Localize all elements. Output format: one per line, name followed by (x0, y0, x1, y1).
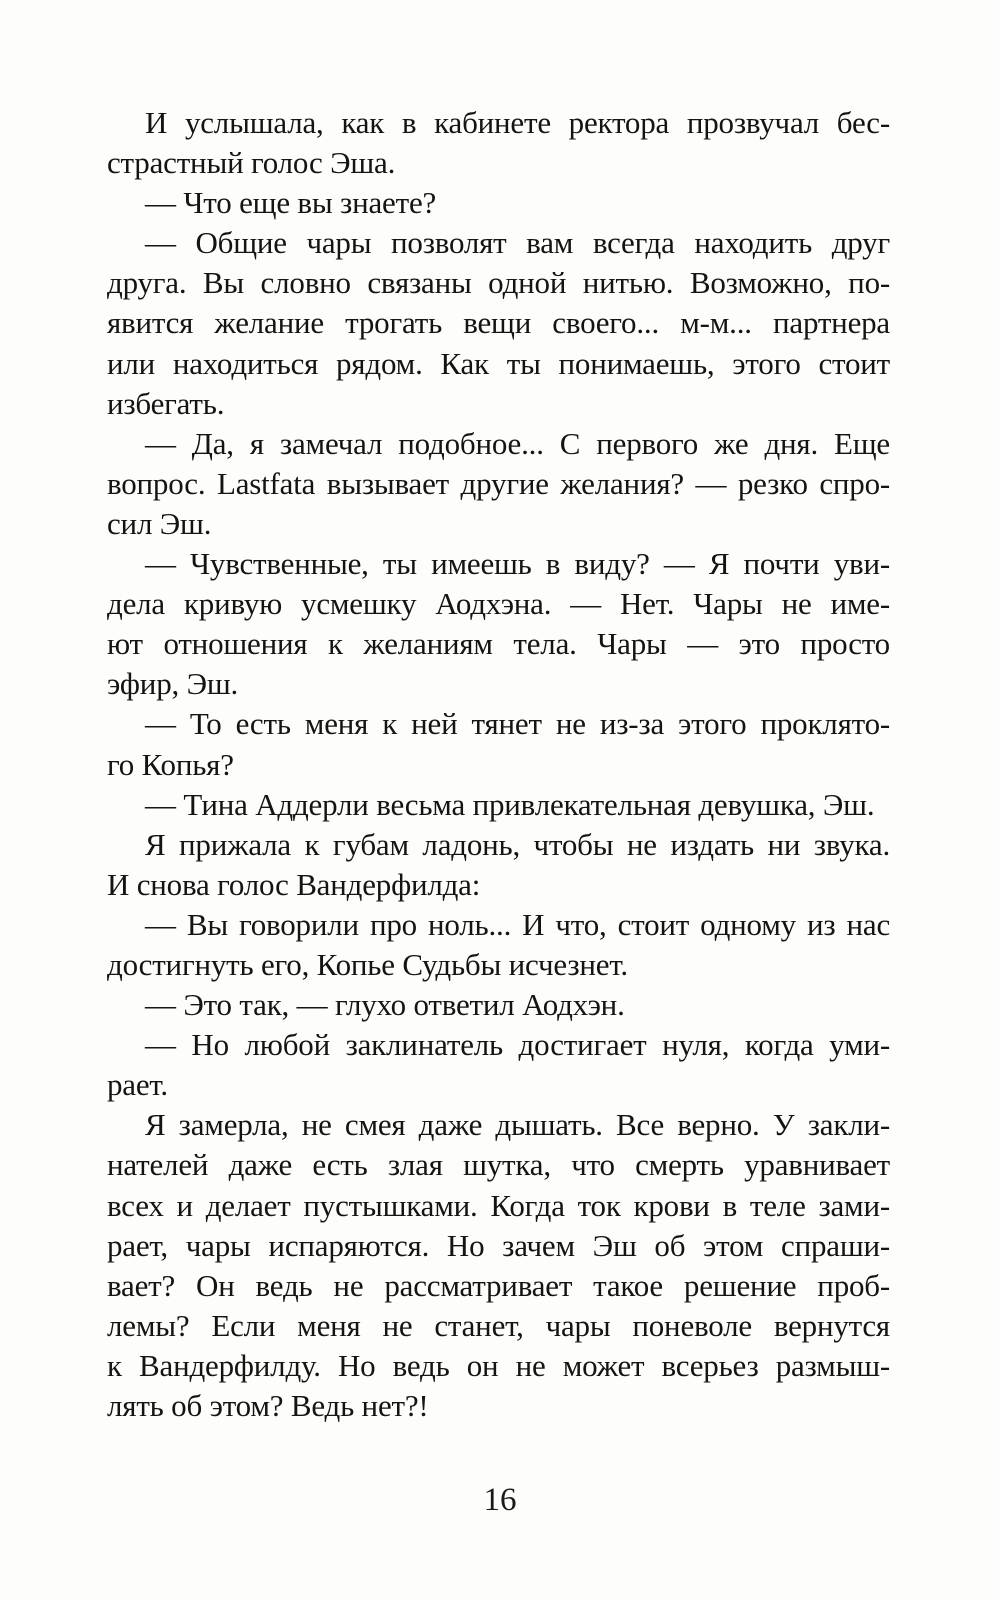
paragraph (107, 424, 890, 544)
text-line: — Тина Аддерли весьма привлекательная девушка, Эш. (145, 786, 875, 822)
text-line: вопрос. Lastfata вызывает другие желания? — резко спро- (107, 465, 890, 501)
paragraph (107, 985, 890, 1025)
paragraph (107, 785, 890, 825)
text-line: нателей даже есть злая шутка, что смерть уравнивает (107, 1147, 890, 1183)
text-line: И снова голос Вандерфилда: (107, 866, 481, 902)
text-line: сил Эш. (107, 505, 212, 541)
paragraph (107, 223, 890, 423)
paragraph (107, 905, 890, 985)
text-line: Я прижала к губам ладонь, чтобы не издать ни звука. (145, 826, 890, 862)
page-number: 16 (483, 1482, 517, 1518)
text-line: — Чувственные, ты имеешь в виду? — Я почти уви- (145, 546, 890, 582)
text-line: — Но любой заклинатель достигает нуля, когда уми- (145, 1027, 890, 1063)
text-line: — Это так, — глухо ответил Аодхэн. (145, 987, 625, 1023)
paragraph (107, 825, 890, 905)
text-line: явится желание трогать вещи своего... м-м... партнера (107, 305, 890, 341)
text-line: избегать. (107, 385, 225, 421)
text-line: — Общие чары позволят вам всегда находить друг (145, 225, 890, 261)
paragraph (107, 1025, 890, 1105)
text-line: ют отношения к желаниям тела. Чары — это просто (107, 626, 890, 662)
text-line: И услышала, как в кабинете ректора прозвучал бес- (145, 105, 890, 140)
text-line: к Вандерфилду. Но ведь он не может всерьез размыш- (107, 1347, 890, 1383)
text-line: вает? Он ведь не рассматривает такое решение проб- (107, 1267, 890, 1303)
text-line: всех и делает пустышками. Когда ток крови в теле зами- (107, 1187, 890, 1223)
text-line: рает, чары испаряются. Но зачем Эш об этом спраши- (107, 1227, 890, 1263)
text-line: друга. Вы словно связаны одной нитью. Возможно, по- (107, 265, 890, 301)
paragraph (107, 544, 890, 704)
text-line: — Вы говорили про ноль... И что, стоит одному из нас (145, 906, 890, 942)
text-line: го Копья? (107, 746, 234, 782)
paragraph (107, 1105, 890, 1426)
text-block (107, 103, 890, 1426)
text-line: лять об этом? Ведь нет?! (107, 1388, 429, 1423)
text-line: или находиться рядом. Как ты понимаешь, этого стоит (107, 345, 890, 381)
paragraph (107, 103, 890, 183)
text-line: страстный голос Эша. (107, 145, 396, 181)
text-line: достигнуть его, Копье Судьбы исчезнет. (107, 946, 628, 982)
text-line: Я замерла, не смея даже дышать. Все верно. У закли- (145, 1107, 890, 1143)
text-line: — Да, я замечал подобное... С первого же дня. Еще (145, 425, 890, 461)
paragraph (107, 704, 890, 784)
text-line: — То есть меня к ней тянет не из-за этого проклято- (145, 706, 890, 742)
text-line: рает. (107, 1067, 168, 1103)
text-line: лемы? Если меня не станет, чары поневоле вернутся (107, 1307, 890, 1343)
text-line: эфир, Эш. (107, 666, 239, 702)
text-line: дела кривую усмешку Аодхэна. — Нет. Чары не име- (107, 586, 890, 622)
text-line: — Что еще вы знаете? (145, 185, 437, 221)
paragraph (107, 183, 890, 223)
